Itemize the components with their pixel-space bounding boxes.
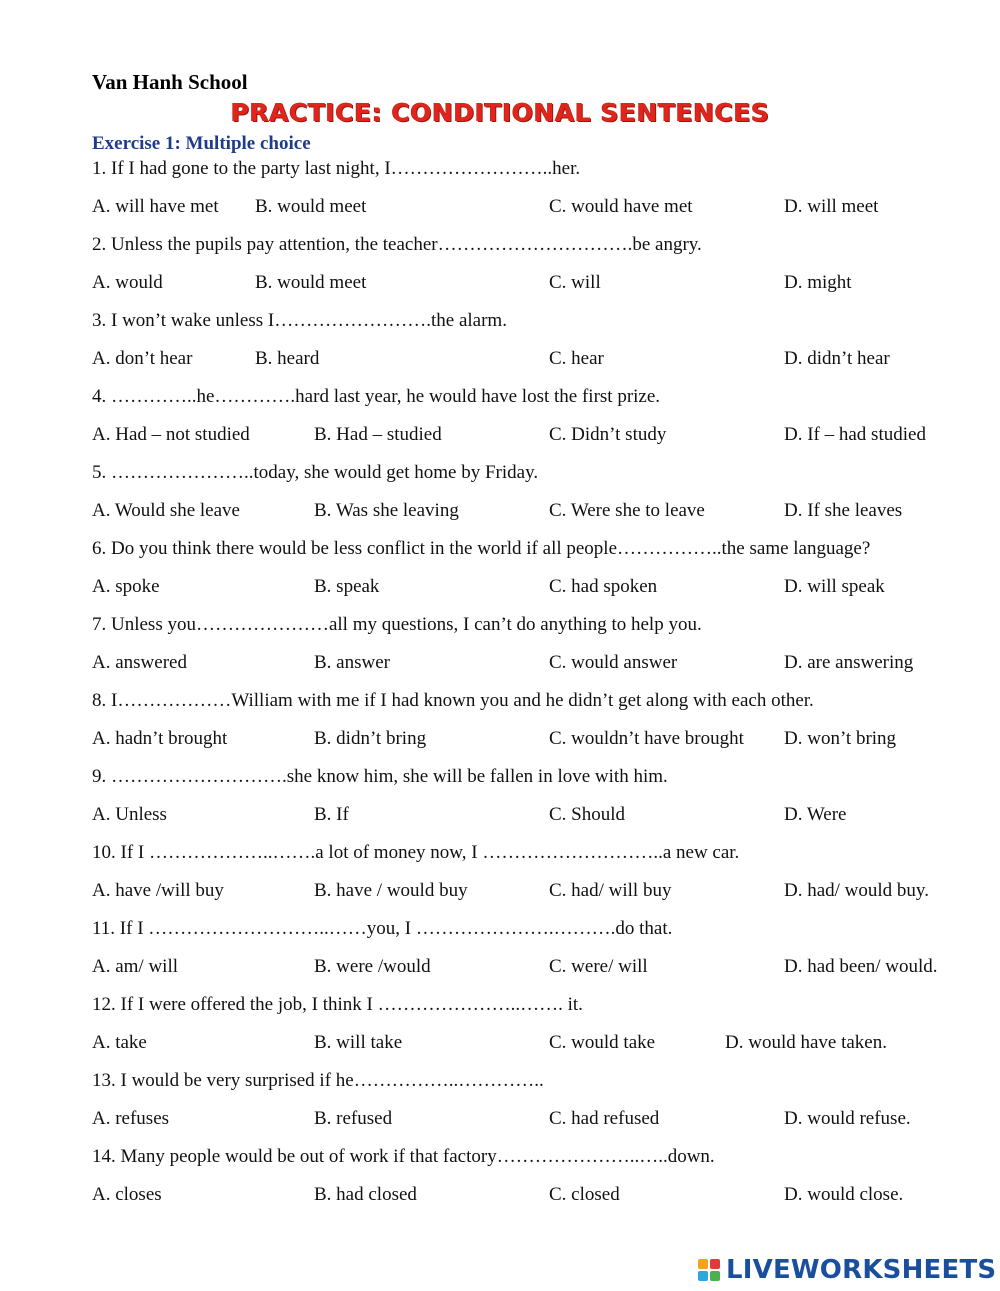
question-text: 10. If I ………………..…….a lot of money now, I ………………………..a new car. bbox=[92, 842, 740, 863]
answer-option[interactable]: D. are answering bbox=[784, 652, 914, 673]
logo-square-3 bbox=[698, 1271, 708, 1281]
answer-option[interactable]: D. If – had studied bbox=[784, 424, 926, 445]
answer-option[interactable]: A. don’t hear bbox=[92, 348, 193, 369]
answer-option[interactable]: A. am/ will bbox=[92, 956, 179, 977]
answer-option[interactable]: A. refuses bbox=[92, 1108, 170, 1129]
question-text: 9. ……………………….she know him, she will be fallen in love with him. bbox=[92, 766, 668, 787]
answer-option[interactable]: A. take bbox=[92, 1032, 147, 1053]
answer-options bbox=[92, 877, 972, 905]
answer-option[interactable]: D. will speak bbox=[784, 576, 885, 597]
answer-option[interactable]: D. will meet bbox=[784, 196, 879, 217]
logo-square-4 bbox=[710, 1271, 720, 1281]
answer-option[interactable]: B. didn’t bring bbox=[314, 728, 427, 749]
answer-options bbox=[92, 649, 972, 677]
answer-option[interactable]: A. Had – not studied bbox=[92, 424, 250, 445]
answer-option[interactable]: D. would have taken. bbox=[725, 1032, 887, 1053]
answer-option[interactable]: C. had/ will buy bbox=[549, 880, 672, 901]
answer-option[interactable]: D. Were bbox=[784, 804, 847, 825]
answer-option[interactable]: A. answered bbox=[92, 652, 187, 673]
question-text: 14. Many people would be out of work if that factory…………………..…..down. bbox=[92, 1146, 715, 1167]
answer-option[interactable]: C. closed bbox=[549, 1184, 620, 1205]
logo-square-2 bbox=[710, 1259, 720, 1269]
answer-option[interactable]: B. would meet bbox=[255, 272, 367, 293]
answer-option[interactable]: C. had refused bbox=[549, 1108, 660, 1129]
answer-option[interactable]: C. Should bbox=[549, 804, 626, 825]
logo-square-1 bbox=[698, 1259, 708, 1269]
exercise-heading: Exercise 1: Multiple choice bbox=[92, 133, 311, 154]
question-text: 12. If I were offered the job, I think I …………………..……. it. bbox=[92, 994, 583, 1015]
question-text: 1. If I had gone to the party last night, I……………………..her. bbox=[92, 158, 581, 179]
answer-option[interactable]: B. Had – studied bbox=[314, 424, 442, 445]
answer-options bbox=[92, 1105, 972, 1133]
answer-options bbox=[92, 269, 972, 297]
answer-option[interactable]: A. Unless bbox=[92, 804, 167, 825]
question-text: 11. If I ………………………..……you, I ………………….……….do that. bbox=[92, 918, 673, 939]
answer-options bbox=[92, 801, 972, 829]
answer-option[interactable]: C. will bbox=[549, 272, 601, 293]
answer-option[interactable]: D. had been/ would. bbox=[784, 956, 938, 977]
answer-options bbox=[92, 497, 972, 525]
answer-option[interactable]: A. closes bbox=[92, 1184, 162, 1205]
answer-option[interactable]: D. If she leaves bbox=[784, 500, 903, 521]
answer-option[interactable]: A. spoke bbox=[92, 576, 160, 597]
answer-option[interactable]: D. would close. bbox=[784, 1184, 904, 1205]
answer-option[interactable]: C. Were she to leave bbox=[549, 500, 705, 521]
logo-text: LIVEWORKSHEETS bbox=[726, 1255, 997, 1285]
worksheet-title: PRACTICE: CONDITIONAL SENTENCES bbox=[230, 98, 770, 127]
answer-options bbox=[92, 573, 972, 601]
answer-option[interactable]: C. would answer bbox=[549, 652, 678, 673]
answer-option[interactable]: C. would have met bbox=[549, 196, 693, 217]
question-text: 8. I………………William with me if I had known you and he didn’t get along with each other. bbox=[92, 690, 814, 711]
answer-option[interactable]: B. have / would buy bbox=[314, 880, 468, 901]
answer-option[interactable]: D. won’t bring bbox=[784, 728, 897, 749]
answer-option[interactable]: C. were/ will bbox=[549, 956, 648, 977]
answer-options bbox=[92, 345, 972, 373]
answer-option[interactable]: C. wouldn’t have brought bbox=[549, 728, 744, 749]
question-text: 3. I won’t wake unless I…………………….the alarm. bbox=[92, 310, 507, 331]
question-text: 6. Do you think there would be less conflict in the world if all people……………..the same language? bbox=[92, 538, 871, 559]
answer-option[interactable]: B. heard bbox=[255, 348, 320, 369]
question-list bbox=[92, 155, 972, 1219]
answer-option[interactable]: A. hadn’t brought bbox=[92, 728, 228, 749]
answer-option[interactable]: D. would refuse. bbox=[784, 1108, 911, 1129]
answer-option[interactable]: B. were /would bbox=[314, 956, 431, 977]
answer-options bbox=[92, 193, 972, 221]
question-text: 2. Unless the pupils pay attention, the teacher………………………….be angry. bbox=[92, 234, 702, 255]
answer-option[interactable]: D. had/ would buy. bbox=[784, 880, 929, 901]
answer-option[interactable]: A. would bbox=[92, 272, 163, 293]
answer-option[interactable]: C. Didn’t study bbox=[549, 424, 667, 445]
question-text: 4. …………..he………….hard last year, he would have lost the first prize. bbox=[92, 386, 661, 407]
answer-option[interactable]: B. Was she leaving bbox=[314, 500, 459, 521]
school-name: Van Hanh School bbox=[92, 70, 248, 94]
question-text: 13. I would be very surprised if he……………..………….. bbox=[92, 1070, 544, 1091]
answer-option[interactable]: B. would meet bbox=[255, 196, 367, 217]
answer-option[interactable]: A. will have met bbox=[92, 196, 219, 217]
answer-option[interactable]: C. had spoken bbox=[549, 576, 658, 597]
answer-option[interactable]: A. Would she leave bbox=[92, 500, 240, 521]
logo-mark-icon bbox=[698, 1259, 720, 1281]
answer-option[interactable]: B. will take bbox=[314, 1032, 403, 1053]
answer-option[interactable]: B. refused bbox=[314, 1108, 393, 1129]
question-text: 5. …………………..today, she would get home by Friday. bbox=[92, 462, 539, 483]
answer-options bbox=[92, 953, 972, 981]
question-text: 7. Unless you…………………all my questions, I can’t do anything to help you. bbox=[92, 614, 702, 635]
answer-options bbox=[92, 1029, 972, 1057]
answer-option[interactable]: D. didn’t hear bbox=[784, 348, 890, 369]
answer-option[interactable]: B. had closed bbox=[314, 1184, 417, 1205]
answer-option[interactable]: B. speak bbox=[314, 576, 380, 597]
answer-option[interactable]: B. answer bbox=[314, 652, 390, 673]
answer-option[interactable]: C. would take bbox=[549, 1032, 656, 1053]
answer-options bbox=[92, 421, 972, 449]
answer-options bbox=[92, 1181, 972, 1209]
answer-option[interactable]: A. have /will buy bbox=[92, 880, 224, 901]
answer-option[interactable]: D. might bbox=[784, 272, 852, 293]
answer-option[interactable]: B. If bbox=[314, 804, 349, 825]
liveworksheets-logo[interactable] bbox=[698, 1254, 996, 1286]
answer-option[interactable]: C. hear bbox=[549, 348, 604, 369]
answer-options bbox=[92, 725, 972, 753]
